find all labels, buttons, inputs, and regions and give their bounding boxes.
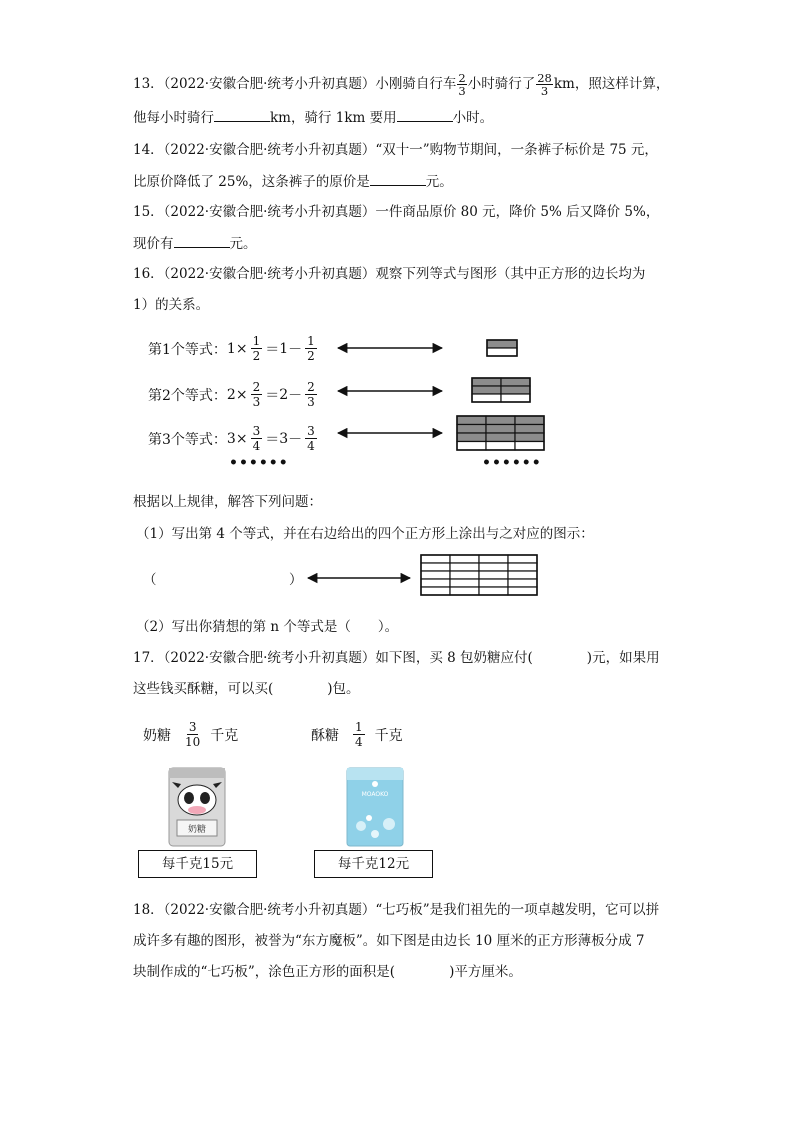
eq-fraction: $\frac{2}{3}$ <box>252 380 261 409</box>
equation-label: 第2个等式： <box>148 387 227 404</box>
grid-cell-4[interactable] <box>450 555 479 563</box>
q18-line3: 块制作成的“七巧板”，涂色正方形的面积是( )平方厘米。 <box>133 964 522 980</box>
grid-cell-4[interactable] <box>479 571 508 579</box>
product-label-milk <box>143 720 238 749</box>
equation-label: 第1个等式： <box>148 341 227 358</box>
grid-cell-4[interactable] <box>450 579 479 587</box>
grid-cell-3 <box>457 425 486 434</box>
milk-candy-bag-image <box>167 766 227 848</box>
q13-text: 13．（2022·安徽合肥·统考小升初真题）小刚骑自行车 <box>133 76 457 92</box>
q13-fraction-time: $\frac{2}{3}$ <box>458 71 466 98</box>
eq-term: 3 <box>279 430 289 447</box>
grid-cell-4[interactable] <box>479 555 508 563</box>
grid-cell-2 <box>472 394 501 402</box>
grid-cell-4[interactable] <box>508 555 537 563</box>
grid-cell-2 <box>501 378 530 386</box>
grid-cell-4[interactable] <box>508 579 537 587</box>
q13-text-suffix: km，照这样计算， <box>553 76 670 92</box>
grid-cell-4[interactable] <box>421 555 450 563</box>
equals-sign: ＝ <box>265 387 280 404</box>
grid-cell-3 <box>515 416 544 425</box>
grid-cell-3 <box>486 416 515 425</box>
q16-part1: （1）写出第 4 个等式，并在右边给出的四个正方形上涂出与之对应的图示： <box>136 526 594 542</box>
q17-line2: 这些钱买酥糖，可以买( )包。 <box>133 681 360 697</box>
q13-text-2c: 小时。 <box>452 110 494 126</box>
price-box-milk: 每千克15元 <box>138 850 257 878</box>
unit: 千克 <box>374 727 403 744</box>
grid-cell-2 <box>472 386 501 394</box>
equals-sign: ＝ <box>265 341 280 358</box>
crisp-candy-bag-image <box>345 766 405 848</box>
svg-text:奶糖: 奶糖 <box>187 825 207 835</box>
grid-cell-3 <box>457 433 486 442</box>
grid-cell-3 <box>486 442 515 451</box>
grid-cell-4[interactable] <box>450 563 479 571</box>
equation-label: 第3个等式： <box>148 431 227 448</box>
grid-cell-4[interactable] <box>479 587 508 595</box>
q13-text-2a: 他每小时骑行 <box>133 110 214 126</box>
minus-sign: － <box>288 387 303 404</box>
grid-cell-1 <box>487 348 517 356</box>
eq-term: 2 <box>226 386 236 403</box>
q13-text-2b: km，骑行 1km 要用 <box>270 110 397 126</box>
q13-text-mid: 小时骑行了 <box>467 76 536 92</box>
grid-cell-2 <box>501 386 530 394</box>
grid-cell-3 <box>515 442 544 451</box>
grid-cell-3 <box>515 433 544 442</box>
q17-line1: 17．（2022·安徽合肥·统考小升初真题）如下图，买 8 包奶糖应付( )元，如果用 <box>133 650 660 666</box>
eq-fraction: $\frac{1}{2}$ <box>252 334 261 363</box>
grid-cell-4[interactable] <box>421 579 450 587</box>
q16-line2: 1）的关系。 <box>133 297 210 313</box>
eq-fraction: 1 2 <box>307 334 315 363</box>
weight-fraction: 3 10 <box>185 720 201 749</box>
q18-line2: 成许多有趣的图形，被誉为“东方魔板”。如下图是由边长 10 厘米的正方形薄板分成 7 <box>133 933 645 949</box>
q16-rule: 根据以上规律，解答下列问题： <box>133 494 322 510</box>
q14-line1: 14．（2022·安徽合肥·统考小升初真题）“双十一”购物节期间，一条裤子标价是 75 元， <box>133 142 658 158</box>
unit: 千克 <box>210 727 239 744</box>
dots-right: •••••• <box>482 455 542 471</box>
q16-paren-close: ） <box>289 572 303 588</box>
q15-line1: 15．（2022·安徽合肥·统考小升初真题）一件商品原价 80 元，降价 5% 后又降价 5%， <box>133 204 660 220</box>
eq-fraction: 2 3 <box>307 380 315 409</box>
price-box-crisp: 每千克12元 <box>314 850 433 878</box>
dots-left: •••••• <box>229 455 289 471</box>
q14-text: 比原价降低了 25%，这条裤子的原价是 <box>133 174 370 190</box>
eq-term: 2 <box>279 386 289 403</box>
eq-term: 1 <box>279 340 289 357</box>
weight-fraction: 1 4 <box>355 720 363 749</box>
grid-cell-3 <box>457 416 486 425</box>
equals-sign: ＝ <box>265 431 280 448</box>
times-sign: × <box>235 340 248 357</box>
q15-text-end: 元。 <box>229 236 257 252</box>
q16-line1: 16．（2022·安徽合肥·统考小升初真题）观察下列等式与图形（其中正方形的边长均为 <box>133 266 646 282</box>
product-label-crisp <box>311 720 403 749</box>
grid-cell-3 <box>486 433 515 442</box>
grid-cell-3 <box>457 442 486 451</box>
grid-cell-4[interactable] <box>450 587 479 595</box>
product-name: 酥糖 <box>311 727 339 744</box>
q18-line1: 18．（2022·安徽合肥·统考小升初真题）“七巧板”是我们祖先的一项卓越发明，它可以拼 <box>133 902 660 918</box>
q16-part2: （2）写出你猜想的第 n 个等式是（ ）。 <box>136 619 399 635</box>
q16-paren-open: （ <box>143 572 157 588</box>
grid-cell-4[interactable] <box>479 579 508 587</box>
eq-fraction: 3 4 <box>307 424 315 453</box>
svg-text:MOAOKO: MOAOKO <box>361 791 389 798</box>
grid-cell-4[interactable] <box>508 563 537 571</box>
grid-cell-4[interactable] <box>421 587 450 595</box>
grid-cell-4[interactable] <box>450 571 479 579</box>
minus-sign: － <box>288 431 303 448</box>
q15-text: 现价有 <box>133 236 174 252</box>
grid-cell-2 <box>501 394 530 402</box>
q14-text-end: 元。 <box>425 174 453 190</box>
grid-cell-4[interactable] <box>508 587 537 595</box>
grid-cell-3 <box>486 425 515 434</box>
grid-cell-4[interactable] <box>479 563 508 571</box>
eq-fraction: $\frac{3}{4}$ <box>252 424 261 453</box>
eq-term: 3 <box>226 430 236 447</box>
grid-cell-4[interactable] <box>421 563 450 571</box>
minus-sign: － <box>288 341 303 358</box>
product-name: 奶糖 <box>143 727 171 744</box>
grid-cell-3 <box>515 425 544 434</box>
grid-cell-4[interactable] <box>421 571 450 579</box>
times-sign: × <box>235 386 248 403</box>
grid-cell-4[interactable] <box>508 571 537 579</box>
eq-term: 1 <box>226 340 236 357</box>
grid-cell-1 <box>487 340 517 348</box>
q13-fraction-distance: $\frac{28}{3}$ <box>537 71 552 98</box>
grid-cell-2 <box>472 378 501 386</box>
times-sign: × <box>235 430 248 447</box>
